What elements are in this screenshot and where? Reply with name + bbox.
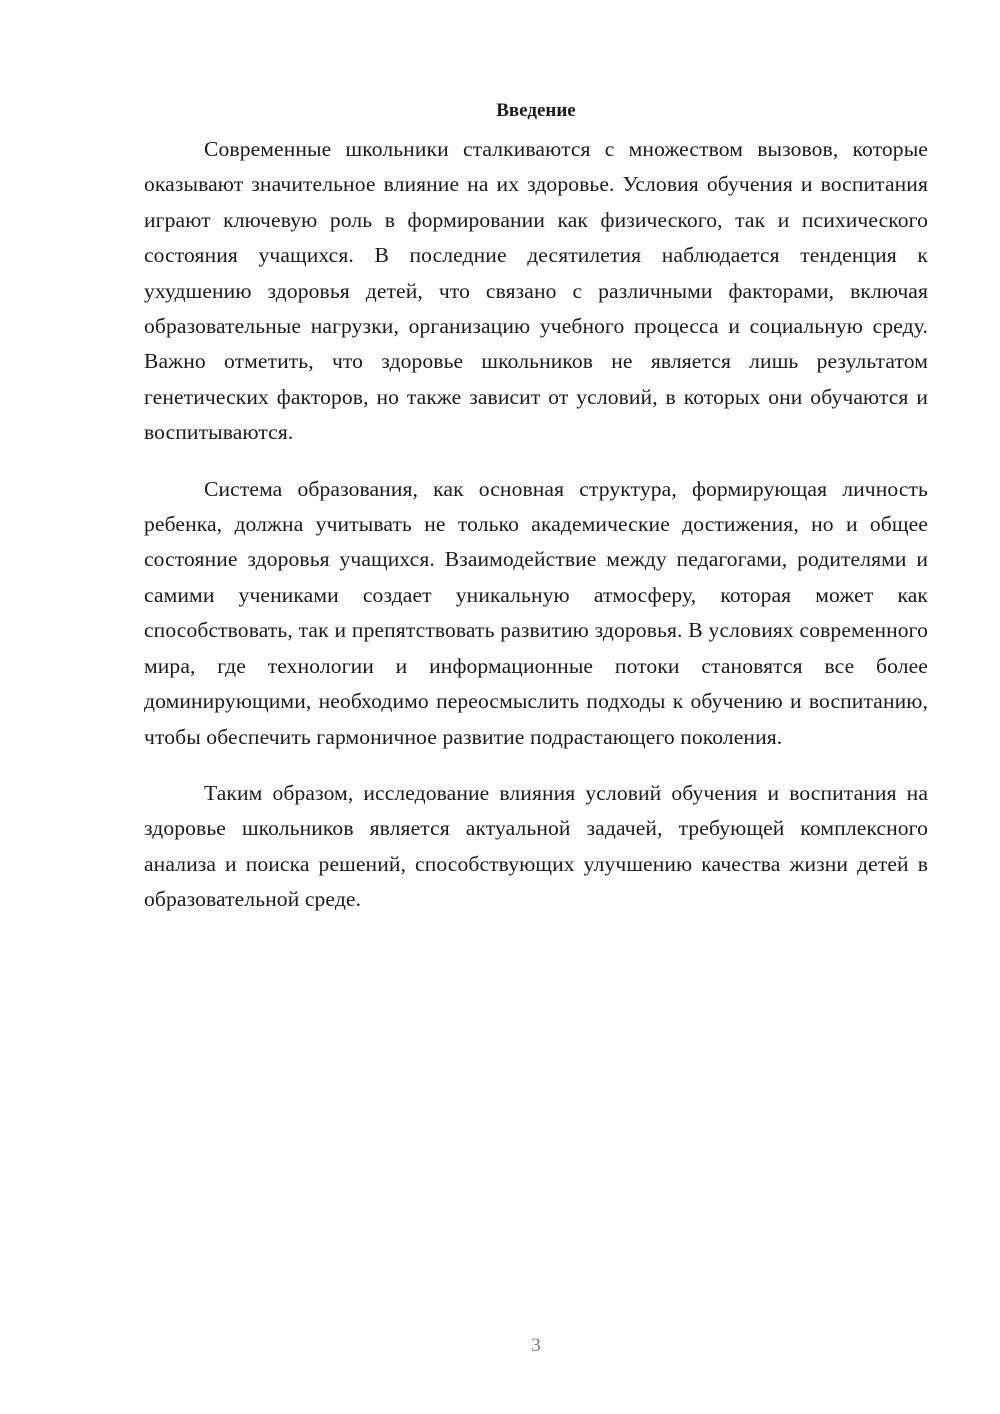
paragraph-1: Современные школьники сталкиваются с множеством вызовов, которые оказывают значительное влияние на их здоровье. Условия обучения и воспитания играют ключевую роль в формировании как физического, так и психического состояния учащихся. В последние десятилетия наблюдается тенденция к ухудшению здоровья детей, что связано с различными факторами, включая образовательные нагрузки, организацию учебного процесса и социальную среду. Важно отметить, что здоровье школьников не является лишь результатом генетических факторов, но также зависит от условий, в которых они обучаются и воспитываются. xyxy=(144,137,928,445)
paragraph-2: Система образования, как основная структура, формирующая личность ребенка, должна учитывать не только академические достижения, но и общее состояние здоровья учащихся. Взаимодействие между педагогами, родителями и самими учениками создает уникальную атмосферу, которая может как способствовать, так и препятствовать развитию здоровья. В условиях современного мира, где технологии и информационные потоки становятся все более доминирующими, необходимо переосмыслить подходы к обучению и воспитанию, чтобы обеспечить гармоничное развитие подрастающего поколения. xyxy=(144,476,928,749)
paragraph-3: Таким образом, исследование влияния условий обучения и воспитания на здоровье школьников является актуальной задачей, требующей комплексного анализа и поиска решений, способствующих улучшению качества жизни детей в образовательной среде. xyxy=(144,780,928,912)
page-content xyxy=(144,94,928,939)
page-number: 3 xyxy=(531,1335,541,1356)
section-heading: Введение xyxy=(496,100,576,121)
